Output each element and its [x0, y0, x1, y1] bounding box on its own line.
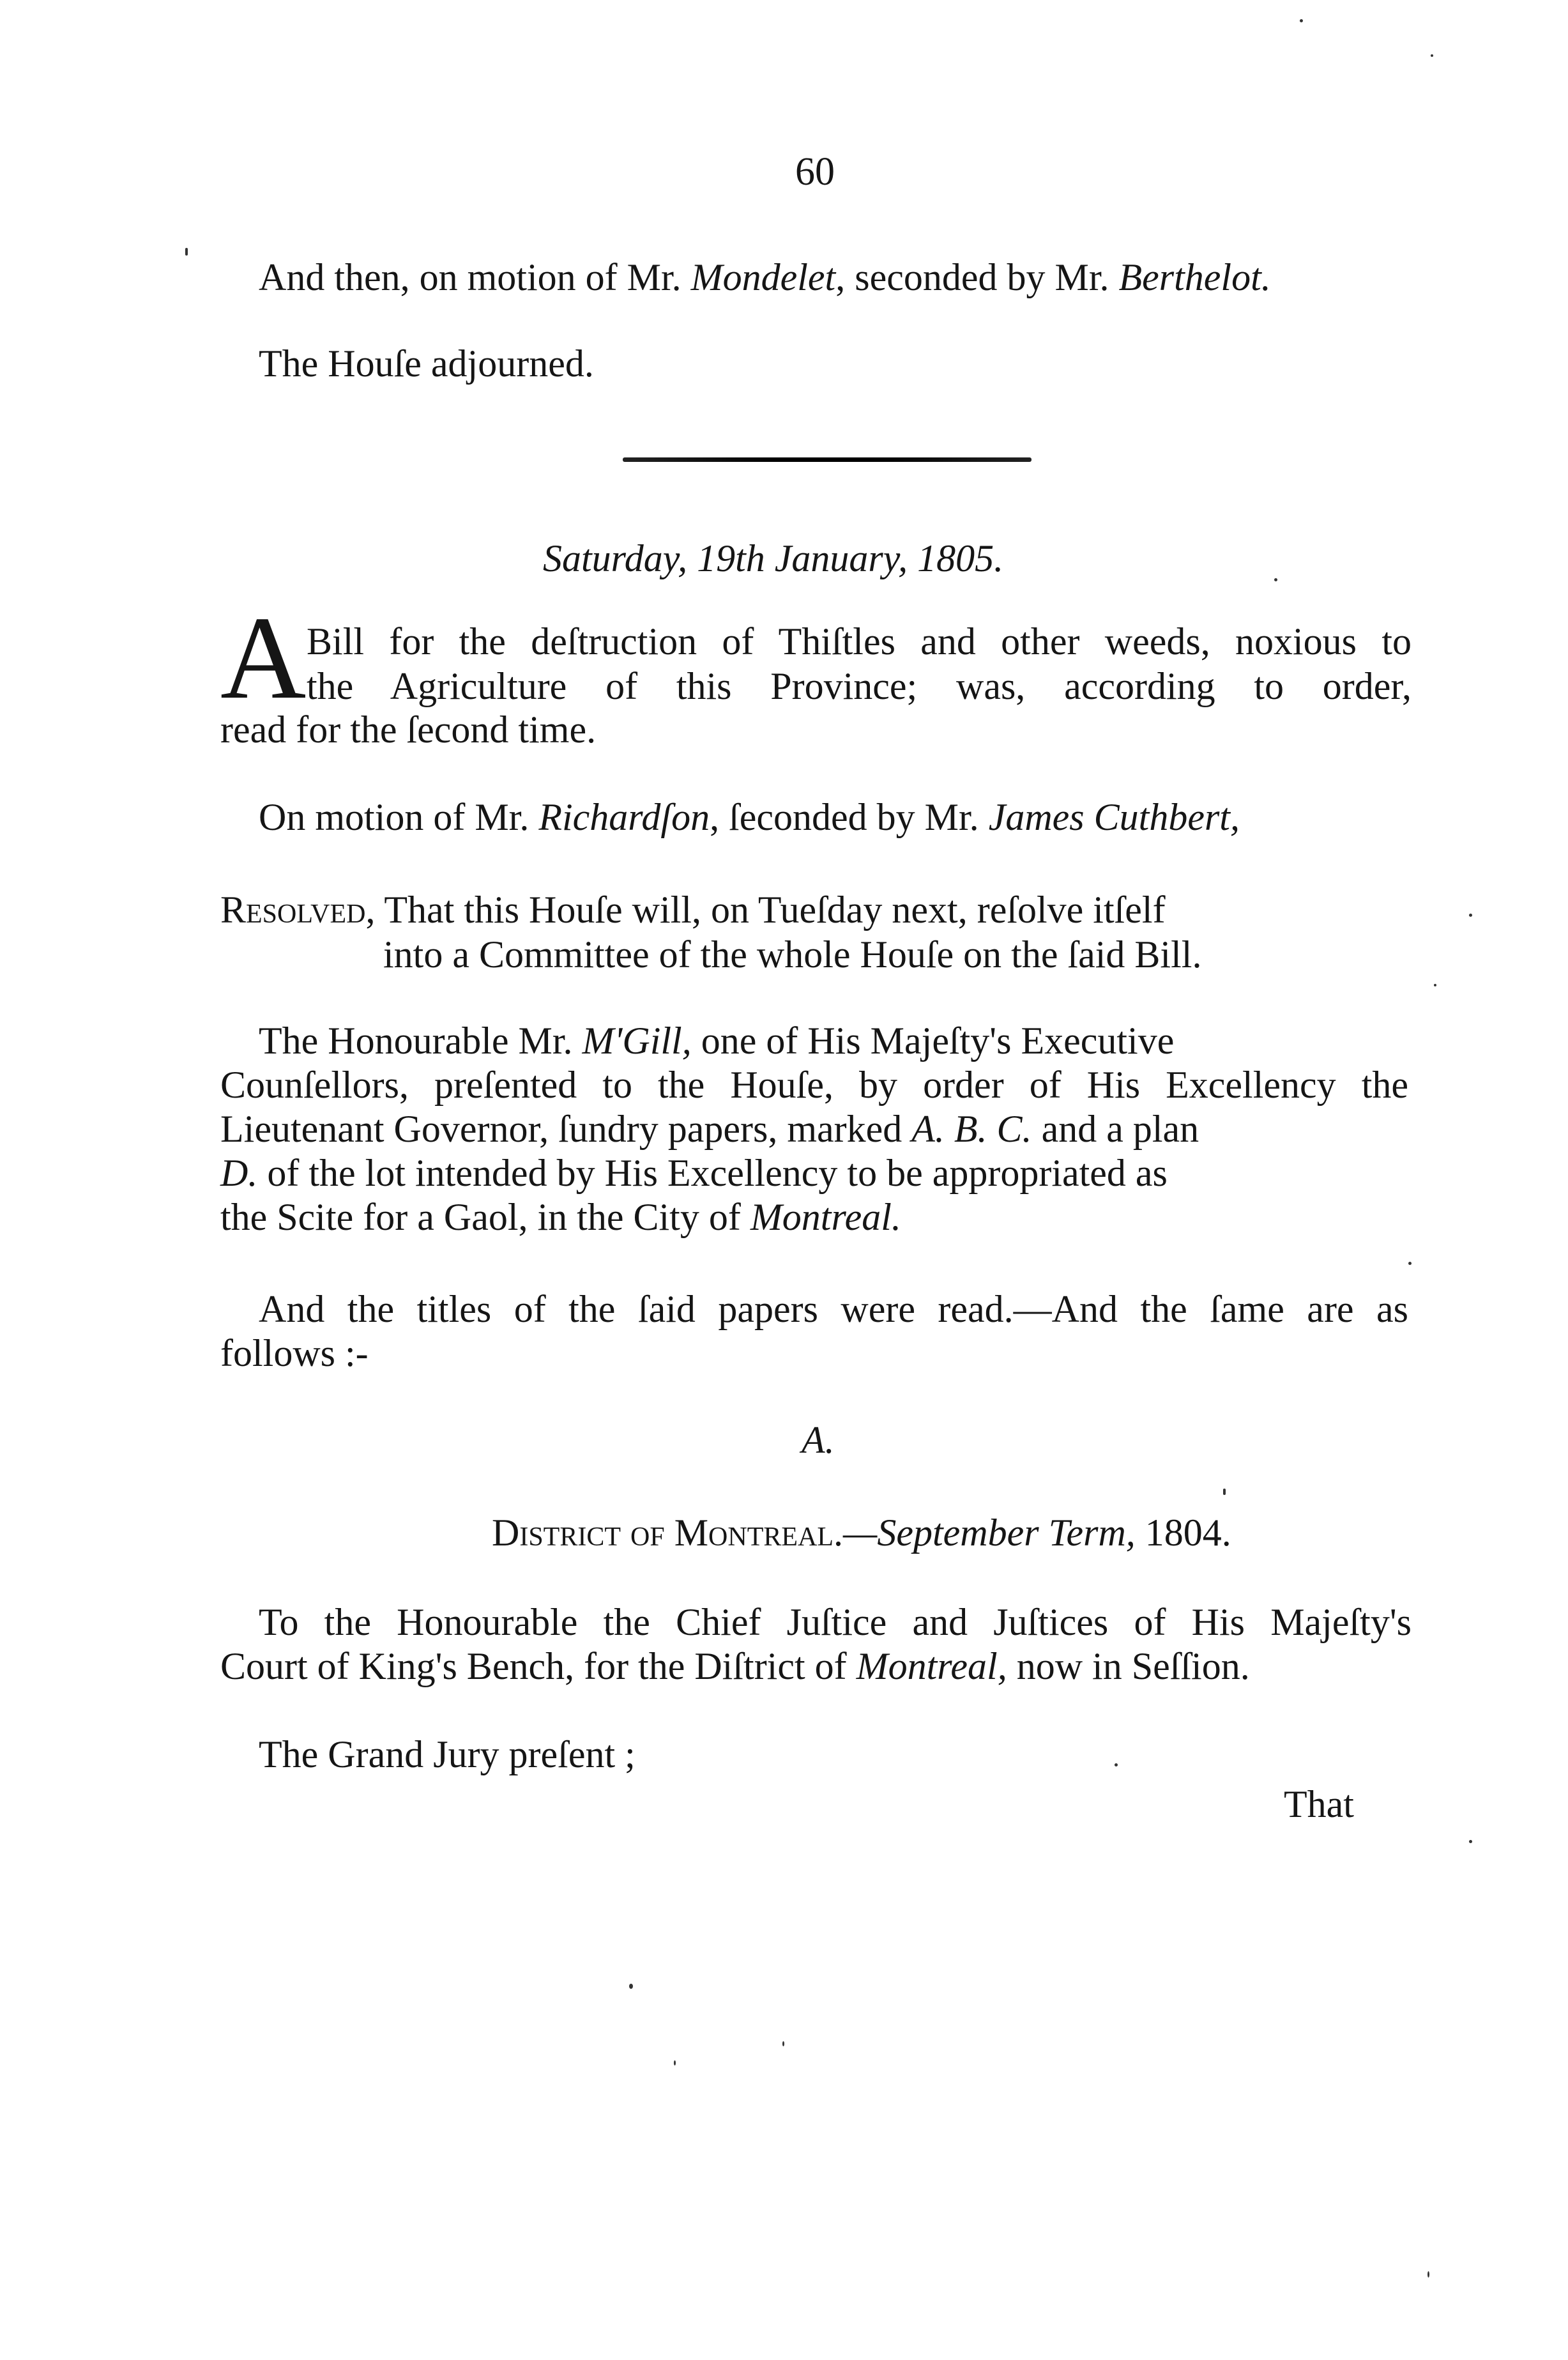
text-segment: And then, on motion of Mr.	[259, 256, 691, 298]
paper-marks: A. B. C.	[911, 1108, 1032, 1150]
titles-line-1: And the titles of the ſaid papers were read.—And the ſame are as	[259, 1288, 1408, 1330]
term-label: —September Term,	[843, 1512, 1136, 1554]
mcgill-line-3	[220, 1107, 1199, 1151]
section-letter: A.	[802, 1419, 835, 1461]
bill-line-1: Bill for the deſtruction of Thiſtles and other weeds, noxious to	[307, 620, 1412, 663]
text-segment: On motion of Mr.	[259, 796, 539, 838]
text-segment: The Honourable Mr.	[259, 1020, 582, 1062]
scan-speck	[1300, 19, 1303, 22]
text-segment: one of His Majeſty's Executive	[691, 1020, 1175, 1062]
scan-speck	[1115, 1763, 1118, 1766]
text-segment: the Scite for a Gaol, in the City of	[220, 1196, 750, 1238]
text-segment: That this Houſe will, on Tueſday next, reſolve itſelf	[384, 889, 1166, 931]
scan-speck	[674, 2060, 676, 2065]
city-name: Montreal.	[750, 1196, 901, 1238]
text-segment: Lieutenant Governor, ſundry papers, marked	[220, 1108, 912, 1150]
catchword: That	[1284, 1783, 1354, 1825]
text-segment: , ſeconded by Mr.	[710, 796, 989, 838]
text-segment: , seconded by Mr.	[835, 256, 1119, 298]
scan-speck	[1274, 578, 1277, 581]
text-segment: Court of King's Bench, for the Diſtrict of	[220, 1645, 856, 1687]
scan-speck	[1427, 2271, 1429, 2278]
member-name-cuthbert: James Cuthbert,	[988, 796, 1240, 838]
grand-jury-line: The Grand Jury preſent ;	[259, 1733, 636, 1775]
district-label: District of Montreal.	[492, 1512, 844, 1554]
bill-line-2: the Agriculture of this Province; was, according to order,	[307, 665, 1412, 707]
scan-speck	[1431, 54, 1433, 57]
drop-cap-letter: A	[220, 592, 307, 724]
page-number: 60	[795, 150, 835, 194]
paragraph-motion	[259, 795, 1240, 839]
resolved-line-2: into a Committee of the whole Houſe on the ſaid Bill.	[383, 933, 1202, 976]
scan-speck	[629, 1984, 633, 1989]
mcgill-line-1	[259, 1019, 1174, 1062]
paragraph-adjournment-motion	[259, 256, 1271, 299]
member-name-mondelet: Mondelet	[690, 256, 836, 298]
year-label: 1804.	[1135, 1512, 1231, 1554]
scan-speck	[1408, 1262, 1412, 1265]
resolved-label: Resolved,	[220, 889, 376, 931]
member-name-berthelot: Berthelot.	[1118, 256, 1271, 298]
mcgill-line-4	[220, 1151, 1168, 1195]
address-line-2	[220, 1644, 1250, 1688]
scan-speck	[1223, 1489, 1226, 1495]
text-segment: and a plan	[1031, 1108, 1199, 1150]
section-divider-rule	[623, 457, 1031, 462]
resolved-line-1	[220, 888, 1166, 931]
bill-line-3: read for the ſecond time.	[220, 709, 597, 751]
scan-speck	[1469, 914, 1472, 917]
city-name: Montreal,	[856, 1645, 1007, 1687]
text-segment: now in Seſſion.	[1007, 1645, 1250, 1687]
mcgill-line-5	[220, 1195, 901, 1239]
paragraph-house-adjourned: The Houſe adjourned.	[259, 342, 594, 385]
scan-speck	[185, 248, 188, 256]
scan-speck	[782, 2041, 784, 2046]
scan-speck	[1469, 1840, 1472, 1843]
scan-speck	[1434, 984, 1436, 986]
address-line-1: To the Honourable the Chief Juſtice and Juſtices of His Majeſty's	[259, 1601, 1412, 1643]
member-name-richardson: Richardſon	[538, 796, 710, 838]
member-name-mcgill: M'Gill,	[582, 1020, 692, 1062]
mcgill-line-2: Counſellors, preſented to the Houſe, by order of His Excellency the	[220, 1064, 1408, 1106]
sitting-dateline: Saturday, 19th January, 1805.	[543, 537, 1004, 579]
text-segment: of the lot intended by His Excellency to be appropriated as	[257, 1152, 1168, 1194]
district-heading	[492, 1511, 1231, 1554]
plan-mark: D.	[220, 1152, 258, 1194]
titles-line-2: follows :-	[220, 1332, 369, 1374]
